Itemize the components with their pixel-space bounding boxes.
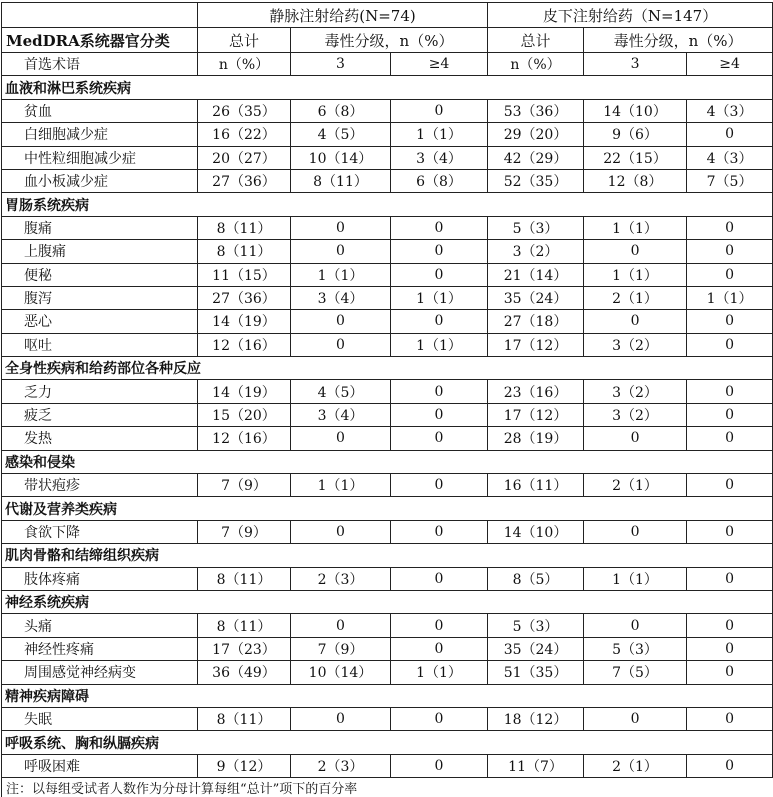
value-cell: 7（9）: [198, 520, 291, 543]
category-name: 全身性疾病和给药部位各种反应: [2, 357, 773, 380]
value-cell: 0: [391, 637, 488, 660]
table-row: [2, 427, 773, 450]
table-row: [2, 707, 773, 730]
category-name: 代谢及营养类疾病: [2, 497, 773, 520]
table-row: [2, 99, 773, 122]
value-cell: 0: [687, 427, 773, 450]
value-cell: 0: [687, 333, 773, 356]
category-row: [2, 193, 773, 216]
table-row: [2, 614, 773, 637]
value-cell: 17（23）: [198, 637, 291, 660]
value-cell: 8（5）: [488, 567, 584, 590]
preferred-term: 中性粒细胞减少症: [2, 146, 198, 169]
table-row: [2, 123, 773, 146]
value-cell: 52（35）: [488, 169, 584, 192]
value-cell: 8（11）: [291, 169, 391, 192]
value-cell: 11（7）: [488, 754, 584, 777]
value-cell: 7（5）: [584, 661, 687, 684]
header-sc-g3: 3: [584, 53, 687, 76]
value-cell: 53（36）: [488, 99, 584, 122]
value-cell: 10（14）: [291, 146, 391, 169]
value-cell: 7（9）: [198, 474, 291, 497]
value-cell: 0: [687, 754, 773, 777]
value-cell: 2（3）: [291, 567, 391, 590]
value-cell: 1（1）: [291, 474, 391, 497]
preferred-term: 呼吸困难: [2, 754, 198, 777]
value-cell: 0: [687, 403, 773, 426]
value-cell: 0: [291, 520, 391, 543]
value-cell: 3（2）: [488, 240, 584, 263]
value-cell: 0: [391, 216, 488, 239]
header-soc: MedDRA系统器官分类: [2, 28, 198, 53]
value-cell: 0: [391, 707, 488, 730]
note-row: [2, 778, 773, 797]
value-cell: 0: [391, 403, 488, 426]
value-cell: 0: [584, 520, 687, 543]
value-cell: 3（2）: [584, 333, 687, 356]
preferred-term: 呕吐: [2, 333, 198, 356]
value-cell: 0: [391, 263, 488, 286]
value-cell: 0: [687, 520, 773, 543]
value-cell: 0: [687, 707, 773, 730]
preferred-term: 上腹痛: [2, 240, 198, 263]
category-row: [2, 590, 773, 613]
value-cell: 15（20）: [198, 403, 291, 426]
header-iv-g4: ≥4: [391, 53, 488, 76]
value-cell: 8（11）: [198, 240, 291, 263]
preferred-term: 发热: [2, 427, 198, 450]
value-cell: 16（22）: [198, 123, 291, 146]
value-cell: 0: [687, 123, 773, 146]
value-cell: 0: [291, 707, 391, 730]
preferred-term: 乏力: [2, 380, 198, 403]
header-sc-g4: ≥4: [687, 53, 773, 76]
preferred-term: 贫血: [2, 99, 198, 122]
header-pt: 首选术语: [2, 53, 198, 76]
value-cell: 8（11）: [198, 707, 291, 730]
value-cell: 0: [391, 427, 488, 450]
value-cell: 5（3）: [488, 216, 584, 239]
preferred-term: 腹泻: [2, 286, 198, 309]
preferred-term: 便秘: [2, 263, 198, 286]
preferred-term: 疲乏: [2, 403, 198, 426]
category-row: [2, 76, 773, 99]
value-cell: 10（14）: [291, 661, 391, 684]
value-cell: 12（8）: [584, 169, 687, 192]
value-cell: 0: [391, 520, 488, 543]
preferred-term: 食欲下降: [2, 520, 198, 543]
table-row: [2, 637, 773, 660]
value-cell: 7（9）: [291, 637, 391, 660]
value-cell: 6（8）: [291, 99, 391, 122]
table-row: [2, 754, 773, 777]
value-cell: 1（1）: [687, 286, 773, 309]
value-cell: 0: [391, 567, 488, 590]
table-row: [2, 169, 773, 192]
value-cell: 1（1）: [584, 567, 687, 590]
value-cell: 8（11）: [198, 567, 291, 590]
table-row: [2, 661, 773, 684]
value-cell: 9（12）: [198, 754, 291, 777]
value-cell: 1（1）: [391, 333, 488, 356]
value-cell: 14（19）: [198, 310, 291, 333]
value-cell: 0: [391, 99, 488, 122]
table-row: [2, 286, 773, 309]
category-row: [2, 450, 773, 473]
header-row-units: [2, 53, 773, 76]
value-cell: 5（3）: [584, 637, 687, 660]
value-cell: 2（1）: [584, 286, 687, 309]
value-cell: 51（35）: [488, 661, 584, 684]
preferred-term: 白细胞减少症: [2, 123, 198, 146]
value-cell: 9（6）: [584, 123, 687, 146]
value-cell: 0: [391, 474, 488, 497]
category-row: [2, 684, 773, 707]
value-cell: 14（10）: [488, 520, 584, 543]
value-cell: 22（15）: [584, 146, 687, 169]
value-cell: 21（14）: [488, 263, 584, 286]
adverse-events-table: [1, 2, 773, 797]
value-cell: 27（36）: [198, 169, 291, 192]
preferred-term: 肢体疼痛: [2, 567, 198, 590]
value-cell: 26（35）: [198, 99, 291, 122]
value-cell: 36（49）: [198, 661, 291, 684]
value-cell: 0: [687, 614, 773, 637]
header-iv-npct: n（%）: [198, 53, 291, 76]
value-cell: 27（36）: [198, 286, 291, 309]
header-row-groups: [2, 3, 773, 28]
header-sc-toxicity: 毒性分级，n（%）: [584, 28, 773, 53]
header-iv-toxicity: 毒性分级，n（%）: [291, 28, 488, 53]
value-cell: 2（1）: [584, 474, 687, 497]
value-cell: 0: [584, 614, 687, 637]
table-row: [2, 380, 773, 403]
preferred-term: 失眠: [2, 707, 198, 730]
table-row: [2, 310, 773, 333]
value-cell: 0: [687, 240, 773, 263]
category-name: 感染和侵染: [2, 450, 773, 473]
preferred-term: 神经性疼痛: [2, 637, 198, 660]
value-cell: 1（1）: [391, 661, 488, 684]
table-row: [2, 146, 773, 169]
table-row: [2, 403, 773, 426]
category-name: 胃肠系统疾病: [2, 193, 773, 216]
value-cell: 3（4）: [291, 403, 391, 426]
value-cell: 16（11）: [488, 474, 584, 497]
value-cell: 0: [584, 310, 687, 333]
value-cell: 0: [291, 427, 391, 450]
table-row: [2, 520, 773, 543]
value-cell: 4（5）: [291, 380, 391, 403]
value-cell: 4（3）: [687, 146, 773, 169]
value-cell: 17（12）: [488, 403, 584, 426]
value-cell: 4（5）: [291, 123, 391, 146]
value-cell: 14（10）: [584, 99, 687, 122]
value-cell: 0: [687, 380, 773, 403]
value-cell: 11（15）: [198, 263, 291, 286]
table-row: [2, 567, 773, 590]
header-sc-total: 总计: [488, 28, 584, 53]
header-sc-npct: n（%）: [488, 53, 584, 76]
value-cell: 1（1）: [584, 216, 687, 239]
value-cell: 7（5）: [687, 169, 773, 192]
header-row-sub: [2, 28, 773, 53]
value-cell: 0: [291, 614, 391, 637]
value-cell: 2（1）: [584, 754, 687, 777]
value-cell: 14（19）: [198, 380, 291, 403]
table-row: [2, 263, 773, 286]
value-cell: 0: [291, 216, 391, 239]
value-cell: 0: [687, 263, 773, 286]
category-row: [2, 544, 773, 567]
value-cell: 42（29）: [488, 146, 584, 169]
value-cell: 0: [291, 240, 391, 263]
header-empty: [2, 3, 198, 28]
value-cell: 12（16）: [198, 427, 291, 450]
header-iv-g3: 3: [291, 53, 391, 76]
value-cell: 0: [584, 427, 687, 450]
value-cell: 0: [291, 333, 391, 356]
value-cell: 0: [391, 380, 488, 403]
preferred-term: 带状疱疹: [2, 474, 198, 497]
preferred-term: 周围感觉神经病变: [2, 661, 198, 684]
value-cell: 8（11）: [198, 614, 291, 637]
category-name: 呼吸系统、胸和纵膈疾病: [2, 731, 773, 754]
value-cell: 18（12）: [488, 707, 584, 730]
value-cell: 1（1）: [584, 263, 687, 286]
value-cell: 27（18）: [488, 310, 584, 333]
value-cell: 35（24）: [488, 286, 584, 309]
value-cell: 0: [687, 216, 773, 239]
value-cell: 1（1）: [391, 123, 488, 146]
value-cell: 0: [687, 567, 773, 590]
value-cell: 3（4）: [291, 286, 391, 309]
value-cell: 0: [391, 614, 488, 637]
category-name: 肌肉骨骼和结缔组织疾病: [2, 544, 773, 567]
value-cell: 17（12）: [488, 333, 584, 356]
value-cell: 1（1）: [291, 263, 391, 286]
value-cell: 3（4）: [391, 146, 488, 169]
table-row: [2, 240, 773, 263]
preferred-term: 血小板减少症: [2, 169, 198, 192]
value-cell: 28（19）: [488, 427, 584, 450]
header-iv-group: 静脉注射给药(N=74): [198, 3, 488, 28]
value-cell: 20（27）: [198, 146, 291, 169]
value-cell: 6（8）: [391, 169, 488, 192]
table-row: [2, 216, 773, 239]
category-name: 神经系统疾病: [2, 590, 773, 613]
value-cell: 0: [687, 310, 773, 333]
header-sc-group: 皮下注射给药（N=147）: [488, 3, 773, 28]
value-cell: 0: [291, 310, 391, 333]
value-cell: 0: [391, 240, 488, 263]
category-row: [2, 497, 773, 520]
value-cell: 35（24）: [488, 637, 584, 660]
value-cell: 0: [687, 661, 773, 684]
value-cell: 0: [584, 240, 687, 263]
value-cell: 0: [391, 754, 488, 777]
value-cell: 8（11）: [198, 216, 291, 239]
category-row: [2, 357, 773, 380]
header-iv-total: 总计: [198, 28, 291, 53]
preferred-term: 腹痛: [2, 216, 198, 239]
value-cell: 23（16）: [488, 380, 584, 403]
table-note: 注：以每组受试者人数作为分母计算每组“总计”项下的百分率: [2, 778, 773, 797]
category-name: 精神疾病障碍: [2, 684, 773, 707]
value-cell: 4（3）: [687, 99, 773, 122]
table-row: [2, 474, 773, 497]
value-cell: 2（3）: [291, 754, 391, 777]
value-cell: 5（3）: [488, 614, 584, 637]
preferred-term: 头痛: [2, 614, 198, 637]
value-cell: 29（20）: [488, 123, 584, 146]
value-cell: 0: [584, 707, 687, 730]
category-row: [2, 731, 773, 754]
value-cell: 1（1）: [391, 286, 488, 309]
value-cell: 12（16）: [198, 333, 291, 356]
preferred-term: 恶心: [2, 310, 198, 333]
value-cell: 3（2）: [584, 403, 687, 426]
table-row: [2, 333, 773, 356]
value-cell: 0: [687, 474, 773, 497]
value-cell: 0: [687, 637, 773, 660]
value-cell: 3（2）: [584, 380, 687, 403]
value-cell: 0: [391, 310, 488, 333]
category-name: 血液和淋巴系统疾病: [2, 76, 773, 99]
